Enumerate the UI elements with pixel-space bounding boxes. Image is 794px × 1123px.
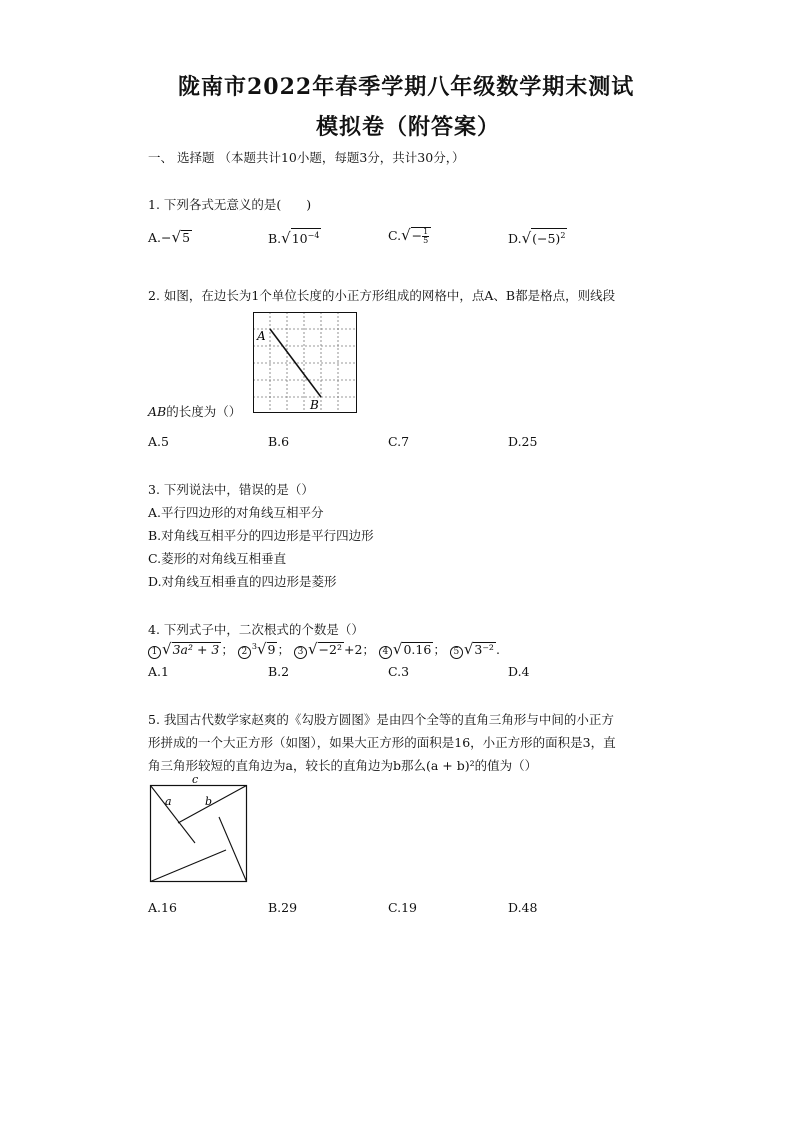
question-2-stem: 2. 如图，在边长为1个单位长度的小正方形组成的网格中，点A、B都是格点，则线段	[148, 288, 616, 303]
question-5-stem-line1: 5. 我国古代数学家赵爽的《勾股方圆图》是由四个全等的直角三角形与中间的小正方	[148, 712, 614, 727]
side-b-label: b	[205, 795, 213, 808]
question-3-option-d: D.对角线互相垂直的四边形是菱形	[148, 574, 337, 589]
question-3-option-a: A.平行四边形的对角线互相平分	[148, 505, 324, 520]
question-2-option-b: B.6	[268, 434, 290, 449]
question-5-option-d: D.48	[508, 900, 538, 915]
question-2-stem-tail: AB的长度为（）	[148, 404, 242, 419]
question-2-option-c: C.7	[388, 434, 410, 449]
question-1-option-c: C.√− $\frac{1}{5}$	[388, 226, 431, 245]
question-3-stem: 3. 下列说法中，错误的是（）	[148, 482, 314, 497]
question-4-option-c: C.3	[388, 664, 410, 679]
question-2-option-a: A.5	[148, 434, 169, 449]
point-a-label: A	[257, 329, 266, 343]
circled-number-2: 2	[238, 646, 251, 659]
question-1-option-a: A.−√5	[148, 228, 191, 246]
question-4-expressions: 1 √3a² + 3 ； $2^3√9$ ； 3 √−2² +2； 4 √0.16 ； 5 √3⁻² .	[148, 640, 500, 659]
question-5-stem-line2: 形拼成的一个大正方形（如图），如果大正方形的面积是16，小正方形的面积是3，直	[148, 735, 616, 750]
question-4-option-d: D.4	[508, 664, 530, 679]
side-c-label: c	[192, 773, 199, 786]
circled-number-3: 3	[294, 646, 307, 659]
question-5-stem-line3: 角三角形较短的直角边为a，较长的直角边为b那么(a + b)²的值为（）	[148, 758, 538, 773]
question-5-option-c: C.19	[388, 900, 417, 915]
question-4-option-a: A.1	[148, 664, 169, 679]
question-3-option-b: B.对角线互相平分的四边形是平行四边形	[148, 528, 374, 543]
question-5-option-b: B.29	[268, 900, 298, 915]
question-2-option-d: D.25	[508, 434, 538, 449]
point-b-label: B	[310, 398, 319, 412]
document-title-line1: 陇南市2022年春季学期八年级数学期末测试	[178, 74, 635, 100]
question-4-option-b: B.2	[268, 664, 290, 679]
question-5-option-a: A.16	[148, 900, 177, 915]
question-1-stem: 1. 下列各式无意义的是( )	[148, 197, 312, 212]
zhao-shuang-figure	[148, 772, 252, 886]
grid-figure	[253, 312, 357, 413]
section-heading: 一、 选择题 （本题共计10小题，每题3分，共计30分，）	[148, 150, 465, 165]
question-1-option-b: $B.√10^{-4}$	[268, 229, 320, 248]
circled-number-5: 5	[450, 646, 463, 659]
side-a-label: a	[165, 795, 172, 808]
question-4-stem: 4. 下列式子中，二次根式的个数是（）	[148, 622, 364, 637]
document-title-line2: 模拟卷（附答案）	[316, 114, 501, 140]
circled-number-1: 1	[148, 646, 161, 659]
circled-number-4: 4	[379, 646, 392, 659]
question-3-option-c: C.菱形的对角线互相垂直	[148, 551, 287, 566]
question-1-option-d: $D.√(-5)^2$	[508, 229, 566, 248]
